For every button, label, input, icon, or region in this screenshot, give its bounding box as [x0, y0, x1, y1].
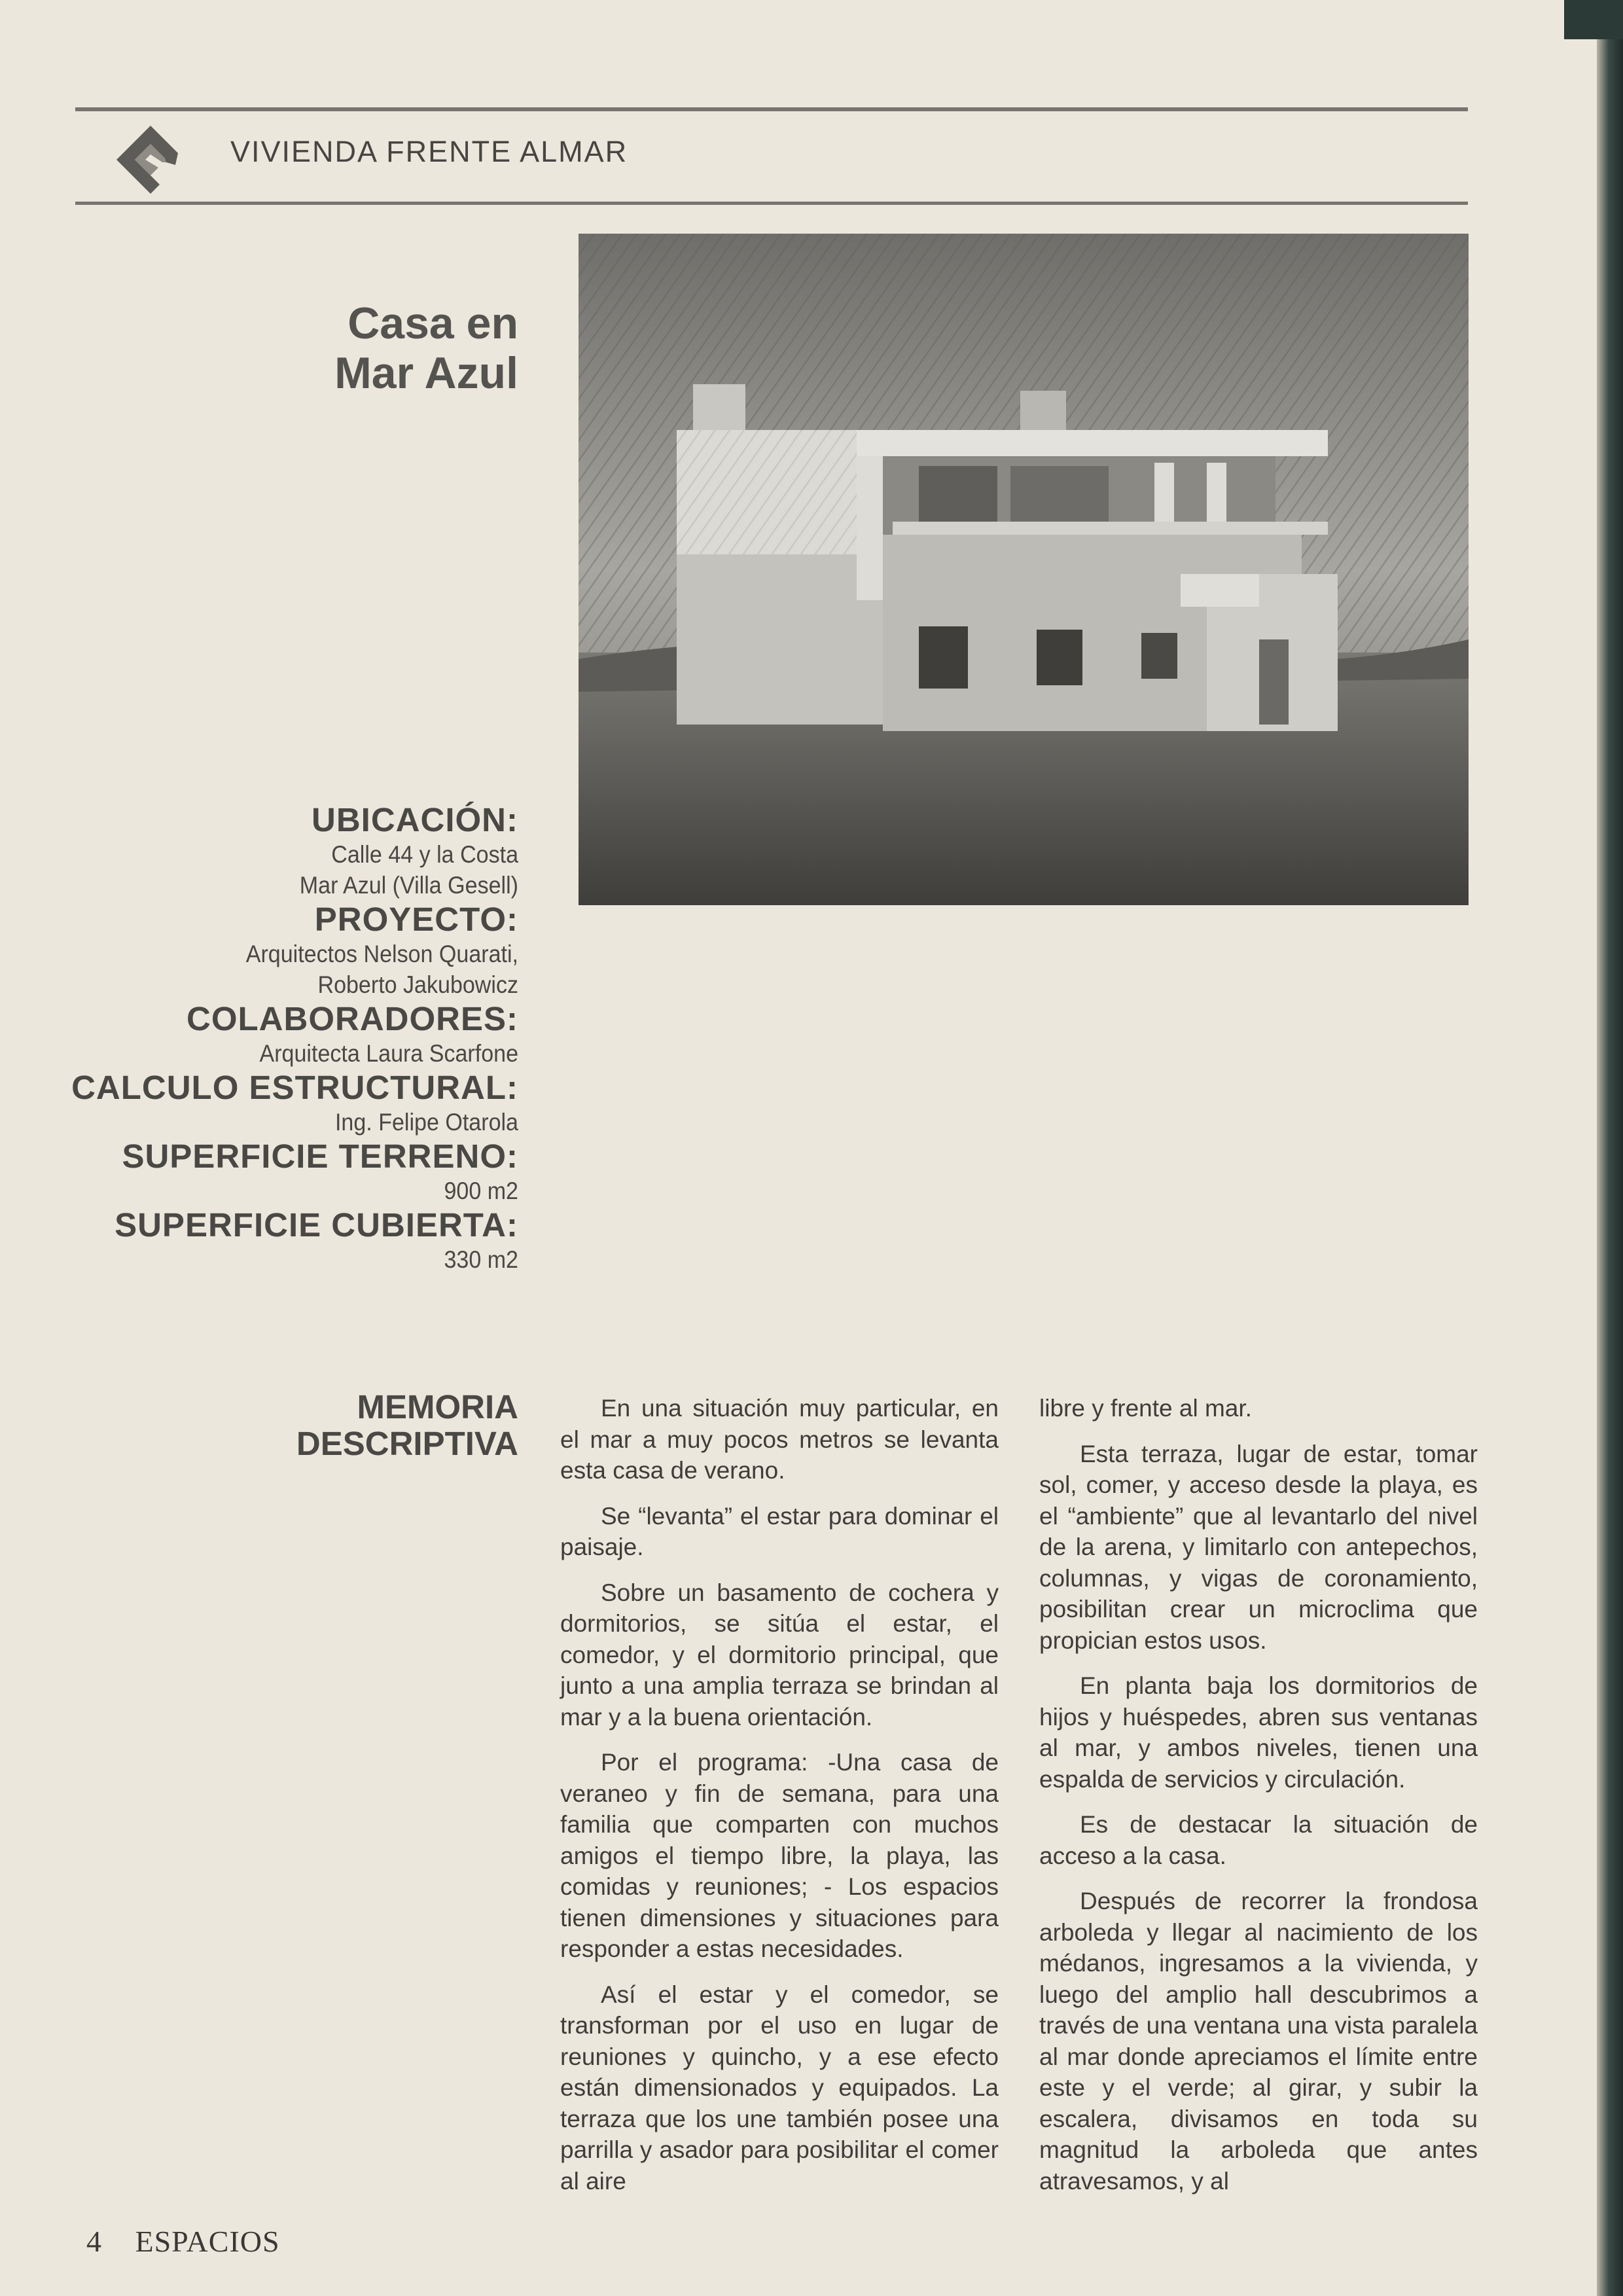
body-paragraph: En planta baja los dormitorios de hijos y huéspedes, abren sus ventanas al mar, y ambos niveles, tienen una espalda de servicios y circulación. — [1039, 1672, 1478, 1793]
magazine-name: ESPACIOS — [135, 2225, 280, 2258]
body-paragraph: En una situación muy particular, en el mar a muy pocos metros se levanta esta casa de verano. — [560, 1395, 999, 1484]
spec-collaborators-label: COLABORADORES: — [187, 1000, 518, 1037]
spec-project-line-2: Roberto Jakubowicz — [317, 971, 518, 998]
article-title-line-2: Mar Azul — [334, 348, 518, 398]
spec-project-line-1: Arquitectos Nelson Quarati, — [245, 941, 518, 967]
body-paragraph: libre y frente al mar. — [1039, 1395, 1252, 1422]
spec-structural-label: CALCULO ESTRUCTURAL: — [71, 1069, 518, 1106]
spec-project-label: PROYECTO: — [314, 901, 518, 938]
memoria-heading — [249, 1389, 518, 1462]
spec-location — [52, 801, 518, 901]
header-rule-top — [75, 107, 1468, 111]
spec-location-label: UBICACIÓN: — [312, 801, 518, 838]
spec-collaborators — [52, 1000, 518, 1069]
spec-project — [52, 901, 518, 1000]
page-edge-shadow — [1597, 0, 1623, 2296]
header-rule-bottom — [75, 202, 1468, 205]
body-column-2 — [1039, 1393, 1478, 2211]
body-column-1 — [560, 1393, 999, 2211]
spec-structural-line-1: Ing. Felipe Otarola — [334, 1109, 518, 1136]
spec-location-line-2: Mar Azul (Villa Gesell) — [299, 872, 518, 899]
body-paragraph: Esta terraza, lugar de estar, tomar sol, comer, y acceso desde la playa, es el “ambiente” que al levantarlo del nivel de la arena, y limitarlo con antepechos, columnas, y vigas de coronamiento, posibilitan crear un microclima que propician estos usos. — [1039, 1440, 1478, 1654]
body-paragraph: Después de recorrer la frondosa arboleda y llegar al nacimiento de los médanos, ingresamos a la vivienda, y luego del amplio hall descubrimos a través de una ventana una vista paralela al mar donde apreciamos el límite entre este y el verde; al girar, y subir la escalera, divisamos en toda su magnitud la arboleda que antes atravesamos, y al — [1039, 1888, 1478, 2195]
spec-location-line-1: Calle 44 y la Costa — [331, 841, 518, 868]
spec-land-area — [52, 1138, 518, 1206]
house-photo-image — [579, 234, 1469, 905]
spec-land-area-line-1: 900 m2 — [444, 1177, 518, 1204]
body-paragraph: Así el estar y el comedor, se transforman por el uso en lugar de reuniones y quincho, y a ese efecto están dimensionados y equipados. La terraza que los une también posee una parrilla y asador para posibilitar el comer al aire — [560, 1981, 999, 2195]
body-paragraph: Por el programa: -Una casa de veraneo y fin de semana, para una familia que comparten con muchos amigos el tiempo libre, la playa, las comidas y reuniones; - Los espacios tienen dimensiones y situaciones para responder a estas necesidades. — [560, 1749, 999, 1962]
spec-land-area-label: SUPERFICIE TERRENO: — [122, 1138, 518, 1175]
page-number: 4 — [86, 2225, 101, 2258]
article-title-line-1: Casa en — [348, 298, 518, 348]
body-paragraph: Se “levanta” el estar para dominar el paisaje. — [560, 1502, 999, 1560]
page-footer — [86, 2224, 280, 2259]
spec-collaborators-line-1: Arquitecta Laura Scarfone — [259, 1040, 518, 1067]
house-photo — [579, 234, 1469, 905]
page-edge-corner — [1564, 0, 1623, 39]
section-logo-icon — [110, 122, 192, 204]
body-paragraph: Sobre un basamento de cochera y dormitorios, se sitúa el estar, el comedor, y el dormitorio principal, que junto a una amplia terraza se brindan al mar y a la buena orientación. — [560, 1579, 999, 1731]
spec-structural — [52, 1069, 518, 1138]
spec-covered-area-line-1: 330 m2 — [444, 1246, 518, 1273]
project-specs — [52, 801, 518, 1275]
spec-covered-area — [52, 1206, 518, 1275]
section-label: VIVIENDA FRENTE ALMAR — [230, 135, 628, 168]
body-paragraph: Es de destacar la situación de acceso a la casa. — [1039, 1811, 1478, 1869]
memoria-heading-line-1: MEMORIA — [357, 1388, 518, 1426]
article-title — [249, 298, 518, 398]
memoria-heading-line-2: DESCRIPTIVA — [296, 1425, 518, 1462]
spec-covered-area-label: SUPERFICIE CUBIERTA: — [115, 1206, 518, 1244]
